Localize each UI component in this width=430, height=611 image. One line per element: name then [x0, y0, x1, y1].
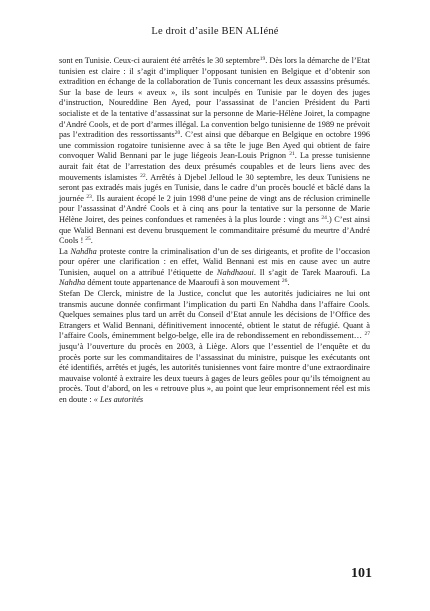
body-text [59, 56, 370, 406]
text-run: . Dès lors la démarche de l’Etat tunisien est claire : il s’agit d’impliquer l’opposant tunisien en Belgique et d’obtenir son extradition en échange de la collaboration de Tunis concernant les deux assassins présumés. Sur la base de leurs « aveux », ils sont inculpés en Tunisie par le doyen des juges d’instruction, Noureddine Ben Ayed, pour l’assassinat de l’ancien Président du Parti socialiste et de la tentative d’assassinat sur la personne de Marie-Hélène Joiret, la compagne d’André Cools, et de port d’armes illégal. La convention belgo tunisienne de 1989 ne prévoit pas l’extradition des ressortissants [59, 56, 371, 140]
text-run: . Il s’agit de Tarek Maaroufi. La [253, 267, 370, 277]
paragraph [59, 289, 370, 406]
footnote-ref: 25 [85, 236, 91, 243]
text-run: . Ils auraient écopé le 2 juin 1998 d’une peine de vingt ans de réclusion criminelle pour l’assassinat d’André Cools et à cinq ans pour la tentative sur la personne de Marie Hélène Joiret, des peines confondues et ramenées à la plus lourde : vingt ans [59, 193, 370, 224]
footnote-ref: 20 [174, 130, 181, 137]
footnote-ref: 24 [321, 214, 327, 221]
text-run: dément toute appartenance de Maaroufi à son mouvement [85, 278, 282, 288]
text-run: proteste contre la criminalisation d’un de ses dirigeants, et profite de l’occasion pour opérer une clarification : en effet, Walid Bennani est mis en cause avec un autre Tunisien, auquel on a attribué l’étiquette de [59, 246, 370, 277]
footnote-ref: 26 [281, 278, 288, 285]
page-number: 101 [351, 566, 372, 581]
footnote-ref: 19 [259, 56, 266, 62]
footnote-ref: 23 [86, 193, 92, 200]
footnote-ref: 27 [364, 331, 370, 338]
paragraph [59, 247, 370, 289]
text-run: . C’est ainsi que débarque en Belgique en octobre 1996 une commission rogatoire tunisienne avec à sa tête le juge Ben Ayed qui obtient de faire convoquer Walid Bennani par le juge liégeois Jean-Louis Prignon [59, 130, 370, 161]
text-run: sont en Tunisie. Ceux-ci auraient été arrêtés le 30 septembre [59, 56, 260, 65]
footnote-ref: 21 [289, 151, 295, 158]
text-run: La [59, 246, 71, 256]
paragraph [59, 56, 370, 247]
text-run: .) C’est ainsi que Walid Bennani est devenu brusquement le commanditaire présumé du meurtre d’André Cools ! [59, 214, 370, 246]
footnote-ref: 22 [140, 172, 146, 179]
italic-text: Nahdha [70, 246, 97, 256]
text-run: . [90, 236, 93, 246]
italic-text: Nahdhaoui [216, 267, 254, 277]
running-head-title: Le droit d’asile BEN ALIéné [151, 26, 279, 37]
text-run: jusqu’à l’ouverture du procès en 2003, à Liège. Alors que l’essentiel de l’enquête et du procès porte sur les commanditaires de l’assassinat du ministre, puisque les exécutants ont été identifiés, arrêtés et jugés, les autorités tunisiennes vont faire montre d’une extraordinaire mauvaise volonté à extraire les deux tueurs à gages de leurs geôles pour qu’ils témoignent au procès. Tout d’abord, on les « retrouve plus », au point que leur emprisonnement réel est mis en doute : [59, 342, 370, 404]
text-run: . [287, 278, 290, 288]
italic-text: Nahdha [59, 278, 86, 288]
text-run: . Arrêtés à Djebel Jelloud le 30 septembre, les deux Tunisiens ne seront pas extradés mais jugés en Tunisie, dans le cadre d’un procès bouclé et bâclé dans la journée [59, 172, 370, 203]
italic-text: « Les autorités [93, 395, 144, 404]
text-run: . La presse tunisienne aurait fait état de l’arrestation des deux présumés coupables et de leurs liens avec des mouvements islamistes [59, 151, 370, 182]
text-run: Stefan De Clerck, ministre de la Justice, conclut que les autorités judiciaires ne lui ont transmis aucune donnée confirmant l’implication du parti En Nahdha dans l’affaire Cools. Quelques semaines plus tard un arrêt du Conseil d’Etat annule les décisions de l’Office des Etrangers et Walid Bennani, définitivement innocenté, obtient le statut de réfugié. Quant à l’affaire Cools, éminemment belgo-belge, elle ira de rebondissement en rebondissement… [59, 289, 370, 341]
